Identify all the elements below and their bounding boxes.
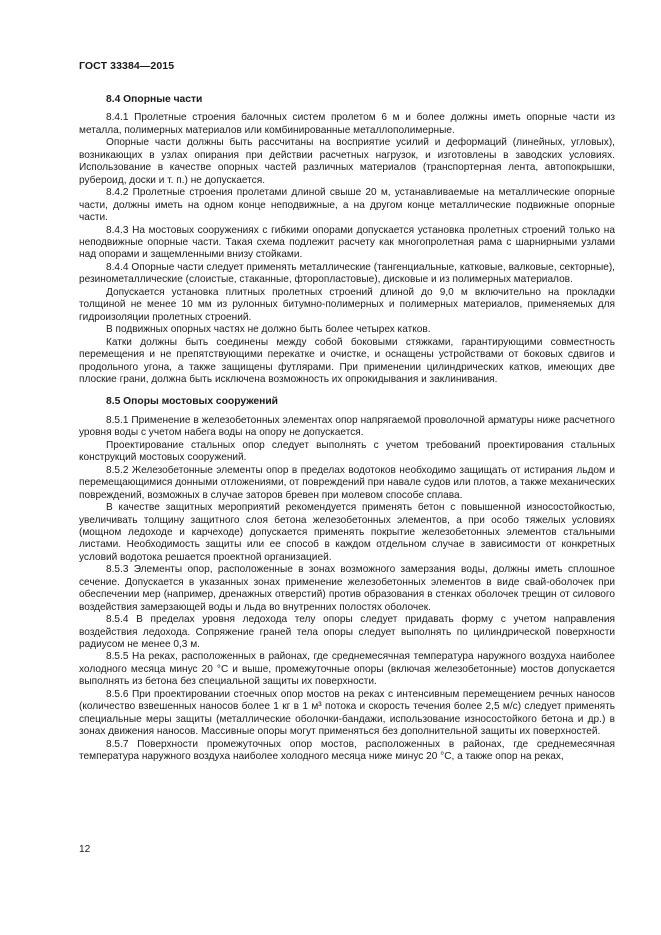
paragraph: 8.5.3 Элементы опор, расположенные в зонах возможного замерзания воды, должны иметь сплошное сечение. Допускается в указанных зонах применение железобетонных элементов в виде свай-оболочек при обеспечении мер (например, дренажных отверстий) против образования в стенках оболочек трещин от силового воздействия замерзающей воды и льда во внутренних полостях оболочек. — [79, 564, 615, 613]
paragraph: 8.5.5 На реках, расположенных в районах, где среднемесячная температура наружного воздуха наиболее холодного месяца минус 20 °С и выше, промежуточные опоры (включая железобетонные) мостов допускается выполнять из бетона без специальной защиты их поверхности. — [79, 651, 615, 688]
page-number: 12 — [79, 844, 91, 855]
paragraph: Допускается установка плитных пролетных строений длиной до 9,0 м включительно на прокладки толщиной не менее 10 мм из рулонных битумно-полимерных и полимерных материалов, применяемых для гидроизоляции пролетных строений. — [79, 286, 615, 323]
paragraph: 8.4.2 Пролетные строения пролетами длиной свыше 20 м, устанавливаемые на металлические опорные части, должны иметь на одном конце неподвижные, а на другом конце металлические подвижные опорные части. — [79, 187, 615, 224]
paragraph: 8.5.1 Применение в железобетонных элементах опор напрягаемой проволочной арматуры ниже расчетного уровня воды с учетом набега воды на опору не допускается. — [79, 414, 615, 439]
paragraph: 8.4.1 Пролетные строения балочных систем пролетом 6 м и более должны иметь опорные части из металла, полимерных материалов или комбинированные металлополимерные. — [79, 112, 615, 136]
paragraph: 8.4.4 Опорные части следует применять металлические (тангенциальные, катковые, валковые, секторные), резинометаллические (слоистые, стаканные, фторопластовые), дисковые и из полимерных материалов. — [79, 261, 615, 286]
paragraph: 8.5.6 При проектировании стоечных опор мостов на реках с интенсивным перемещением речных наносов (количество взвешенных наносов более 1 кг в 1 м³ потока и скорость течения более 2,5 м/с) следует применять специальные меры защиты (металлические оболочки-бандажи, использование износостойкого бетона и др.) в зонах движения наносов. Массивные опоры могут применяться без дополнительной защиты их поверхностей. — [79, 688, 615, 738]
document-header-standard: ГОСТ 33384—2015 — [79, 60, 175, 72]
section-heading-8-4: 8.4 Опорные части — [106, 94, 203, 105]
section-heading-8-5: 8.5 Опоры мостовых сооружений — [106, 396, 278, 408]
paragraph: Проектирование стальных опор следует выполнять с учетом требований проектирования стальных конструкций мостовых сооружений. — [79, 439, 615, 464]
paragraph: Опорные части должны быть рассчитаны на восприятие усилий и деформаций (линейных, угловых), возникающих в узлах опирания при действии расчетных нагрузок, и изготовлены в заводских условиях. Использование в качестве опорных частей различных материалов (транспортерная лента, автопокрышки, рубероид, доски и т. п.) не допускается. — [79, 137, 615, 186]
paragraph: 8.5.4 В пределах уровня ледохода телу опоры следует придавать форму с учетом направления воздействия ледохода. Сопряжение граней тела опоры следует выполнять по цилиндрической поверхности радиусом не менее 0,3 м. — [79, 614, 615, 651]
paragraph: 8.5.2 Железобетонные элементы опор в пределах водотоков необходимо защищать от истирания льдом и перемещающимися донными отложениями, от повреждений при навале судов или плотов, а также механических повреждений, возможных в случае заторов бревен при молевом способе сплава. — [79, 464, 615, 501]
paragraph: В качестве защитных мероприятий рекомендуется применять бетон с повышенной износостойкостью, увеличивать толщину защитного слоя бетона железобетонных элементов, а при особо тяжелых условиях (мощном ледоходе и карчеходе) допускается применять покрытие железобетонных элементов стальными листами. Необходимость защиты или ее способ в каждом отдельном случае в зависимости от конкретных условий водотока решается проектной организацией. — [79, 502, 615, 563]
paragraph: 8.4.3 На мостовых сооружениях с гибкими опорами допускается установка пролетных строений только на неподвижные опорные части. Такая схема подлежит расчету как многопролетная рама с шарнирными узлами над опорами и защемленными внизу стойками. — [79, 224, 615, 261]
paragraph: 8.5.7 Поверхности промежуточных опор мостов, расположенных в районах, где среднемесячная температура наружного воздуха наиболее холодного месяца ниже минус 20 °С, а также опор на реках, — [79, 738, 615, 763]
document-body — [79, 94, 615, 764]
paragraph: В подвижных опорных частях не должно быть более четырех катков. — [106, 324, 431, 336]
paragraph: Катки должны быть соединены между собой боковыми стяжками, гарантирующими совместность перемещения и не препятствующими перекатке и очистке, и оснащены устройствами от боковых сдвигов и продольного угона, а также защищены футлярами. При применении цилиндрических катков, имеющих две плоские грани, должна быть исключена возможность их опрокидывания и заклинивания. — [79, 336, 615, 385]
